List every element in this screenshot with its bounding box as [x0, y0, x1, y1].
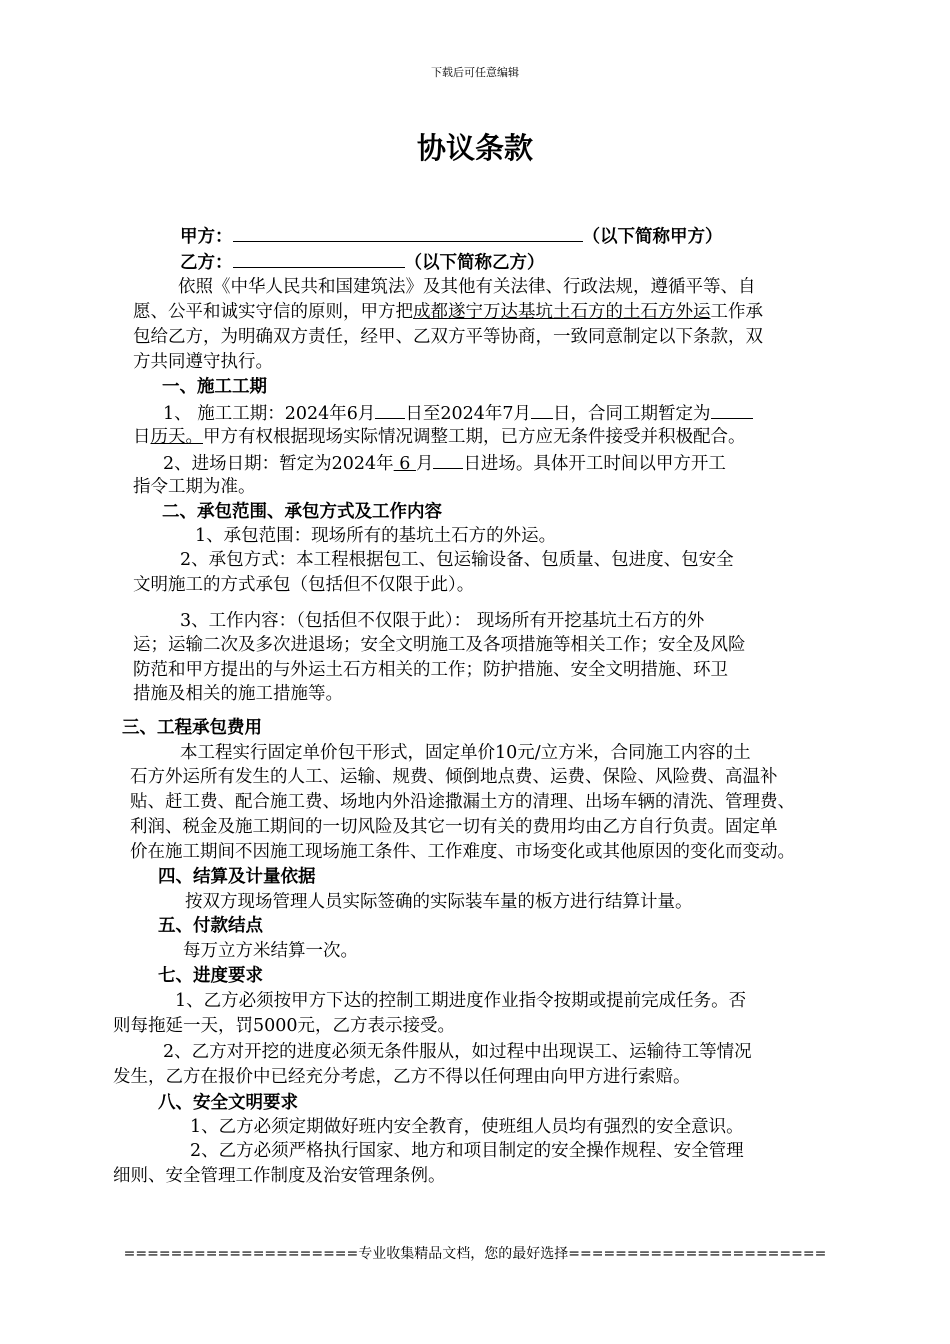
section-3-line-1: 本工程实行固定单价包干形式，固定单价10元/立方米，合同施工内容的土: [180, 743, 751, 763]
section-8-item-1: 1、乙方必须定期做好班内安全教育，使班组人员均有强烈的安全意识。: [190, 1117, 744, 1137]
section-1-item-2-cont: 指令工期为准。: [133, 477, 256, 497]
s1-duration-blank: [711, 400, 753, 419]
section-5-line-1: 每万立方米结算一次。: [183, 941, 358, 961]
section-5-heading: 五、付款结点: [158, 916, 263, 936]
section-7-item-1-cont: 则每拖延一天，罚5000元，乙方表示接受。: [113, 1016, 456, 1036]
section-4-heading: 四、结算及计量依据: [158, 867, 316, 887]
section-3-line-5: 价在施工期间不因施工现场施工条件、工作难度、市场变化或其他原因的变化而变动。: [130, 842, 795, 862]
section-7-item-2-cont: 发生，乙方在报价中已经充分考虑，乙方不得以任何理由向甲方进行索赔。: [113, 1067, 691, 1087]
section-1-item-1: [163, 400, 753, 426]
intro-line-3: 包给乙方，为明确双方责任，经甲、乙双方平等协商，一致同意制定以下条款，双: [133, 327, 763, 347]
section-7-item-1: 1、乙方必须按甲方下达的控制工期进度作业指令按期或提前完成任务。否: [175, 991, 747, 1011]
project-name: 成都遂宁万达基坑土石方的土石方外运: [413, 302, 711, 322]
party-b-blank: [233, 249, 405, 268]
s1-entry-day-blank: [433, 450, 463, 469]
party-a-label: 甲方：: [180, 227, 233, 247]
section-2-item-3-l4: 措施及相关的施工措施等。: [133, 684, 343, 704]
s1-p2-d: 日进场。具体开工时间以甲方开工: [463, 454, 726, 474]
party-b-label: 乙方：: [180, 253, 233, 273]
section-8-item-2-cont: 细则、安全管理工作制度及治安管理条例。: [113, 1166, 446, 1186]
section-8-heading: 八、安全文明要求: [158, 1093, 298, 1113]
party-a-blank: [233, 223, 583, 242]
s1-p1-f: 甲方有权根据现场实际情况调整工期，已方应无条件接受并积极配合。: [203, 427, 746, 447]
s1-p1-c: 日，合同工期暂定为: [553, 404, 711, 424]
section-7-heading: 七、进度要求: [158, 966, 263, 986]
page-header: 下载后可任意编辑: [431, 66, 519, 79]
party-b-line: [180, 249, 545, 275]
section-2-item-3: 3、工作内容：（包括但不仅限于此）： 现场所有开挖基坑土石方的外: [180, 611, 705, 631]
s1-p1-a: 1、 施工工期：2024年6月: [163, 404, 376, 424]
page-footer: ====================专业收集精品文档，您的最好选择======================: [123, 1246, 827, 1262]
section-4-line-1: 按双方现场管理人员实际签确的实际装车量的板方进行结算计量。: [185, 892, 693, 912]
s1-entry-month: 6: [393, 454, 416, 474]
party-b-suffix: （以下简称乙方）: [404, 253, 545, 273]
intro-line-2-c: 工作承: [710, 302, 763, 322]
document-title: 协议条款: [416, 131, 533, 165]
section-3-line-3: 贴、赶工费、配合施工费、场地内外沿途撒漏土方的清理、出场车辆的清洗、管理费、: [130, 792, 795, 812]
s1-p1-e: 历天。: [150, 427, 203, 447]
s1-p1-d: 日: [133, 427, 151, 447]
section-1-item-2: [163, 450, 726, 476]
section-2-heading: 二、承包范围、承包方式及工作内容: [162, 502, 442, 522]
section-7-item-2: 2、乙方对开挖的进度必须无条件服从，如过程中出现误工、运输待工等情况: [163, 1042, 752, 1062]
intro-line-1: 依照《中华人民共和国建筑法》及其他有关法律、行政法规，遵循平等、自: [178, 277, 756, 297]
intro-line-2: [133, 300, 763, 324]
s1-p2-c: 月: [415, 454, 434, 474]
s1-day-blank-2: [531, 400, 553, 419]
section-3-line-2: 石方外运所有发生的人工、运输、规费、倾倒地点费、运费、保险、风险费、高温补: [130, 767, 778, 787]
section-8-item-2: 2、乙方必须严格执行国家、地方和项目制定的安全操作规程、安全管理: [190, 1141, 744, 1161]
section-2-item-3-l2: 运；运输二次及多次进退场；安全文明施工及各项措施等相关工作；安全及风险: [133, 635, 746, 655]
intro-line-4: 方共同遵守执行。: [133, 352, 273, 372]
s1-p2-a: 2、进场日期：暂定为2024年: [163, 454, 394, 474]
s1-p1-b: 日至2024年7月: [405, 404, 532, 424]
section-2-item-2: 2、承包方式：本工程根据包工、包运输设备、包质量、包进度、包安全: [180, 550, 734, 570]
s1-day-blank-1: [375, 400, 405, 419]
section-2-item-3-l3: 防范和甲方提出的与外运土石方相关的工作；防护措施、安全文明措施、环卫: [133, 660, 728, 680]
section-2-item-1: 1、承包范围：现场所有的基坑土石方的外运。: [195, 526, 557, 546]
party-a-line: [180, 223, 723, 249]
section-2-item-2-cont: 文明施工的方式承包（包括但不仅限于此）。: [133, 575, 475, 595]
section-3-heading: 三、工程承包费用: [122, 718, 262, 738]
party-a-suffix: （以下简称甲方）: [582, 227, 723, 247]
section-1-item-1-cont: [133, 425, 746, 449]
section-1-heading: 一、施工工期: [162, 377, 267, 397]
section-3-line-4: 利润、税金及施工期间的一切风险及其它一切有关的费用均由乙方自行负责。固定单: [130, 817, 778, 837]
intro-line-2-a: 愿、公平和诚实守信的原则，甲方把: [133, 302, 413, 322]
